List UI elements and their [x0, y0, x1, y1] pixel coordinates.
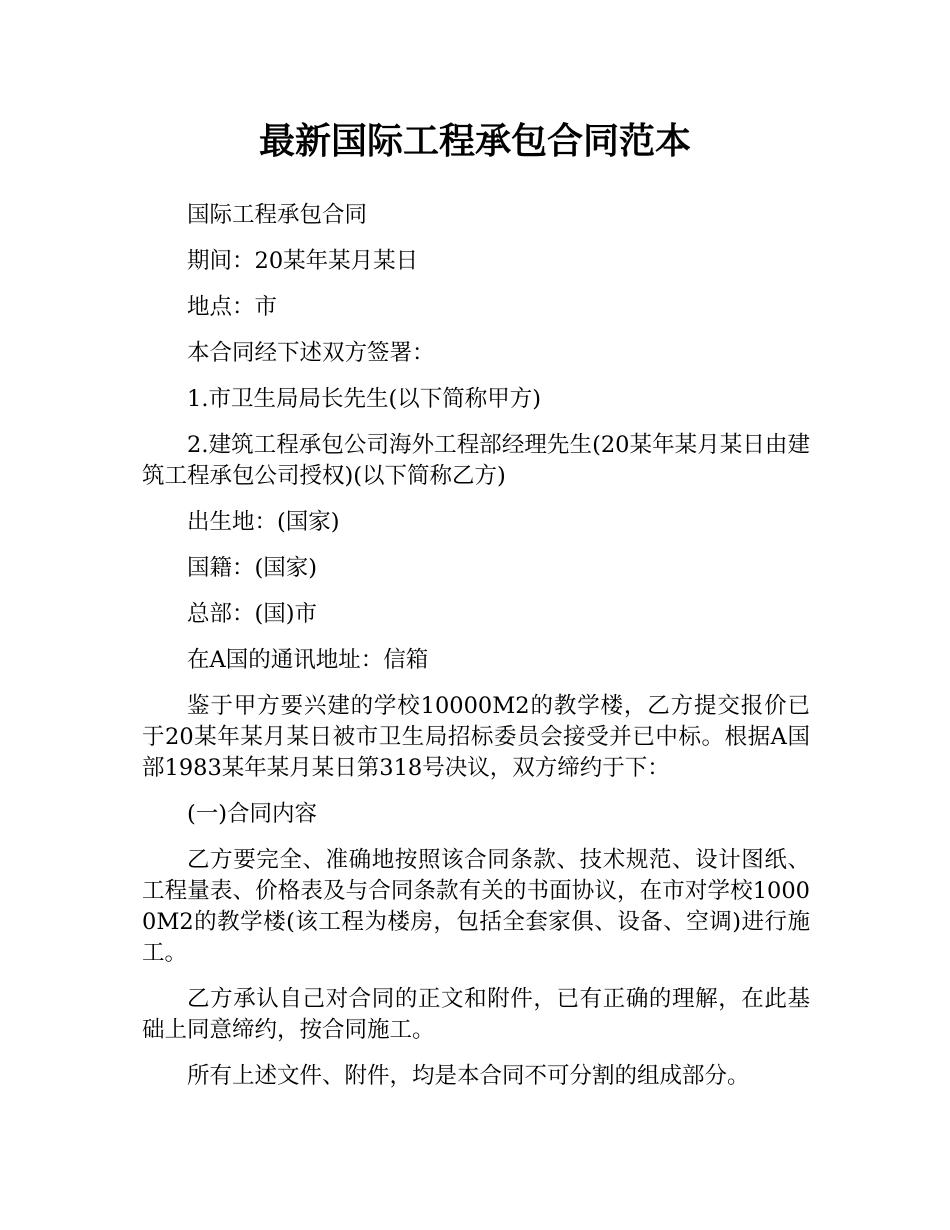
paragraph-section-heading: (一)合同内容 — [187, 801, 318, 827]
paragraph-nationality: 国籍：(国家) — [187, 555, 318, 581]
paragraph-date: 期间：20某年某月某日 — [187, 248, 419, 274]
paragraph-integral-parts: 所有上述文件、附件，均是本合同不可分割的组成部分。 — [187, 1063, 750, 1089]
paragraph-address: 在A国的通讯地址：信箱 — [187, 647, 429, 673]
paragraph-party-a: 1.市卫生局局长先生(以下简称甲方) — [187, 386, 542, 412]
paragraph-parties-intro: 本合同经下述双方签署： — [187, 340, 435, 366]
paragraph-whereas: 鉴于甲方要兴建的学校10000M2的教学楼，乙方提交报价已于20某年某月某日被市卫生局招标委员会接受并已中标。根据A国部1983某年某月某日第318号决议，双方缔约于下： — [142, 693, 810, 781]
document-body — [142, 200, 810, 1107]
paragraph-headquarters: 总部：(国)市 — [187, 601, 318, 627]
document-title: 最新国际工程承包合同范本 — [258, 121, 691, 162]
paragraph-party-b: 2.建筑工程承包公司海外工程部经理先生(20某年某月某日由建筑工程承包公司授权)(以下简称乙方) — [142, 432, 810, 489]
paragraph-scope: 乙方要完全、准确地按照该合同条款、技术规范、设计图纸、工程量表、价格表及与合同条款有关的书面协议，在市对学校10000M2的教学楼(该工程为楼房，包括全套家俱、设备、空调)进行施工。 — [142, 847, 810, 966]
paragraph-contract-name: 国际工程承包合同 — [187, 202, 368, 228]
paragraph-location: 地点：市 — [187, 294, 278, 320]
paragraph-birthplace: 出生地：(国家) — [187, 509, 340, 535]
paragraph-acknowledgement: 乙方承认自己对合同的正文和附件，已有正确的理解，在此基础上同意缔约，按合同施工。 — [142, 986, 810, 1043]
